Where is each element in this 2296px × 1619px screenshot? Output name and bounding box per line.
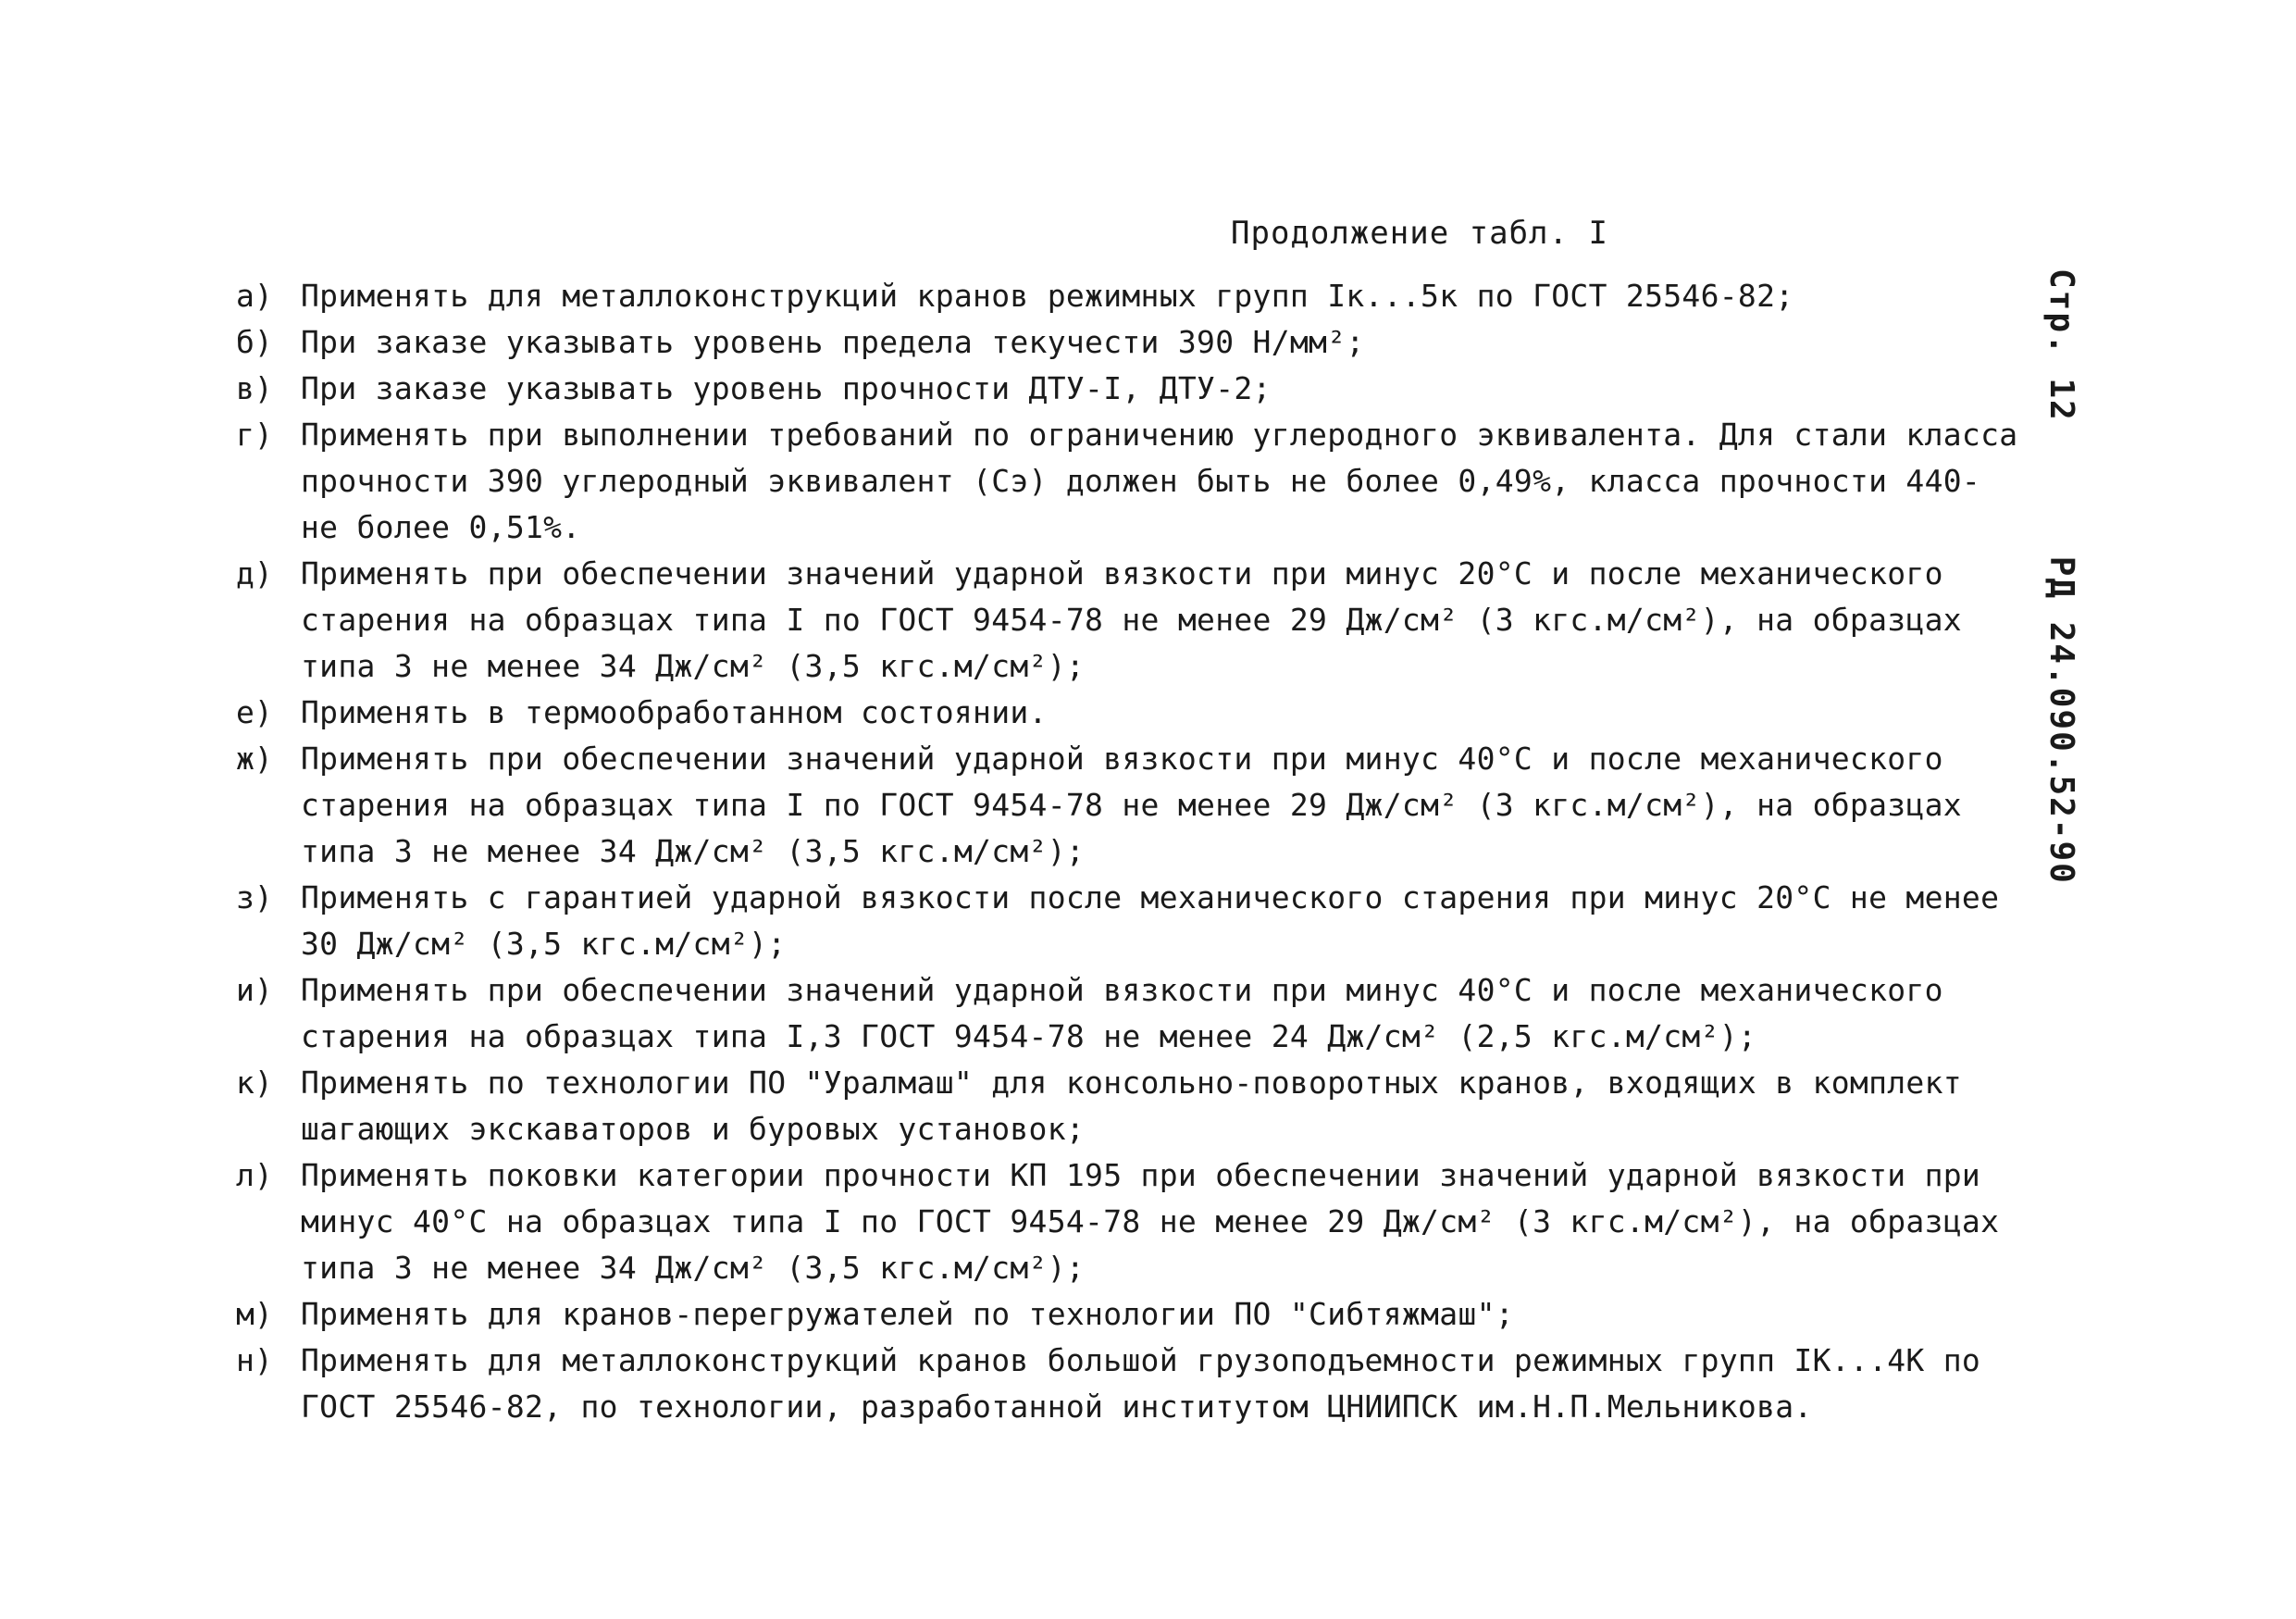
note-marker: н) [236, 1342, 273, 1378]
table-continuation-heading: Продолжение табл. I [1231, 215, 1608, 252]
note-marker: б) [236, 324, 273, 360]
note-item-v [236, 366, 2022, 412]
note-item-m [236, 1291, 2022, 1338]
note-item-b [236, 319, 2022, 366]
note-item-n [236, 1338, 2022, 1430]
note-text: Применять в термообработанном состоянии. [301, 694, 1048, 730]
document-code: РД 24.090.52-90 [2042, 555, 2080, 885]
note-text: Применять при выполнении требований по ограничению углеродного эквивалента. Для стали класса прочности 390 углеродный эквивалент (Сэ) должен быть не более 0,49%, класса прочности 440- не более 0,51%. [301, 417, 2018, 545]
note-item-zh [236, 736, 2022, 875]
note-text: Применять при обеспечении значений ударной вязкости при минус 40°С и после механического старения на образцах типа I,3 ГОСТ 9454-78 не менее 24 Дж/см² (2,5 кгс.м/см²); [301, 972, 1943, 1054]
note-text: Применять поковки категории прочности КП 195 при обеспечении значений ударной вязкости при минус 40°С на образцах типа I по ГОСТ 9454-78 не менее 29 Дж/см² (3 кгс.м/см²), на образцах типа 3 не менее 34 Дж/см² (3,5 кгс.м/см²); [301, 1157, 2000, 1286]
note-text: Применять для металлоконструкций кранов большой грузоподъемности режимных групп IК...4К по ГОСТ 25546-82, по технологии, разработанной институтом ЦНИИПСК им.Н.П.Мельникова. [301, 1342, 1981, 1425]
note-text: Применять по технологии ПО "Уралмаш" для консольно-поворотных кранов, входящих в комплект шагающих экскаваторов и буровых установок; [301, 1065, 1962, 1147]
note-text: Применять для кранов-перегружателей по технологии ПО "Сибтяжмаш"; [301, 1296, 1514, 1332]
note-item-g [236, 412, 2022, 551]
note-text: Применять с гарантией ударной вязкости после механического старения при минус 20°С не менее 30 Дж/см² (3,5 кгс.м/см²); [301, 879, 2000, 962]
note-item-i [236, 967, 2022, 1060]
note-marker: ж) [236, 741, 273, 777]
note-marker: м) [236, 1296, 273, 1332]
page-number: Стр. 12 [2042, 268, 2080, 422]
note-marker: а) [236, 278, 273, 314]
note-item-l [236, 1152, 2022, 1291]
note-text: Применять при обеспечении значений ударной вязкости при минус 40°С и после механического старения на образцах типа I по ГОСТ 9454-78 не менее 29 Дж/см² (3 кгс.м/см²), на образцах типа 3 не менее 34 Дж/см² (3,5 кгс.м/см²); [301, 741, 1962, 869]
note-marker: л) [236, 1157, 273, 1193]
margin-stamp-text [2042, 268, 2080, 885]
note-marker: з) [236, 879, 273, 915]
note-text: При заказе указывать уровень предела текучести 390 Н/мм²; [301, 324, 1365, 360]
note-text: Применять для металлоконструкций кранов режимных групп Iк...5к по ГОСТ 25546-82; [301, 278, 1794, 314]
note-item-a [236, 273, 2022, 319]
note-marker: е) [236, 694, 273, 730]
note-item-k [236, 1060, 2022, 1152]
table-notes-list [236, 273, 2022, 1430]
margin-stamp [2036, 268, 2091, 885]
note-marker: г) [236, 417, 273, 453]
note-text: При заказе указывать уровень прочности ДТУ-I, ДТУ-2; [301, 370, 1272, 406]
note-item-e [236, 690, 2022, 736]
note-marker: к) [236, 1065, 273, 1101]
note-item-d [236, 551, 2022, 690]
note-marker: в) [236, 370, 273, 406]
note-marker: д) [236, 555, 273, 592]
note-item-z [236, 875, 2022, 967]
note-marker: и) [236, 972, 273, 1008]
note-text: Применять при обеспечении значений ударной вязкости при минус 20°С и после механического старения на образцах типа I по ГОСТ 9454-78 не менее 29 Дж/см² (3 кгс.м/см²), на образцах типа 3 не менее 34 Дж/см² (3,5 кгс.м/см²); [301, 555, 1962, 684]
